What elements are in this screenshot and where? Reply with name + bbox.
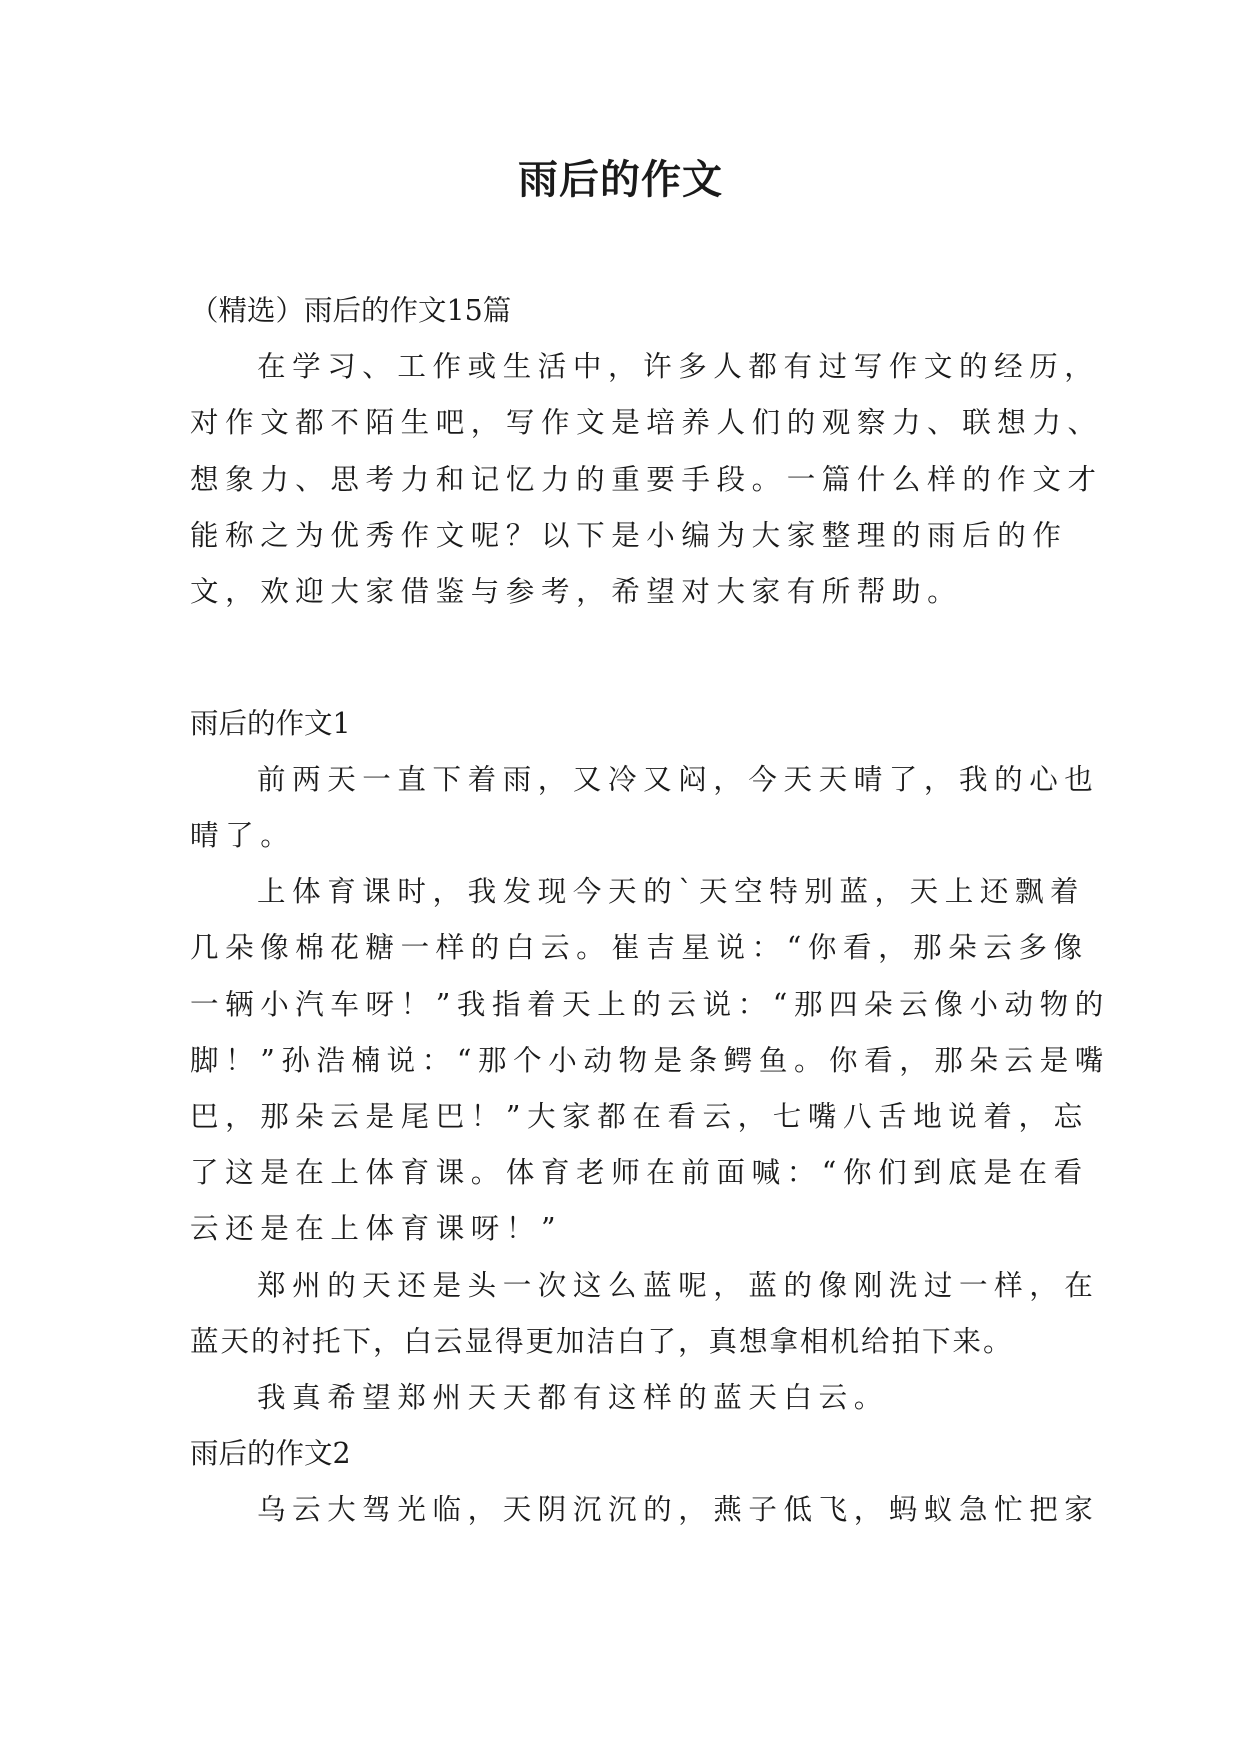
essay-heading: 雨后的作文1 [190, 707, 351, 740]
essay-line: 云还是在上体育课呀！” [190, 1212, 563, 1245]
essay-line: 蓝天的衬托下，白云显得更加洁白了，真想拿相机给拍下来。 [190, 1325, 1014, 1358]
intro-line: 在学习、工作或生活中，许多人都有过写作文的经历， [257, 350, 1100, 383]
essay-line: 郑州的天还是头一次这么蓝呢，蓝的像刚洗过一样，在 [257, 1269, 1100, 1302]
essay-line: 晴了。 [190, 819, 296, 852]
essay-line: 前两天一直下着雨，又冷又闷，今天天晴了，我的心也 [257, 763, 1100, 796]
essay-line: 乌云大驾光临，天阴沉沉的，燕子低飞，蚂蚁急忙把家 [257, 1493, 1100, 1526]
essay-line: 我真希望郑州天天都有这样的蓝天白云。 [257, 1381, 889, 1414]
essay-line: 了这是在上体育课。体育老师在前面喊：“你们到底是在看 [190, 1156, 1089, 1189]
essay-line: 脚！”孙浩楠说：“那个小动物是条鳄鱼。你看，那朵云是嘴 [190, 1044, 1110, 1077]
intro-heading: （精选）雨后的作文15篇 [190, 294, 512, 327]
essay-line: 一辆小汽车呀！”我指着天上的云说：“那四朵云像小动物的 [190, 988, 1110, 1021]
intro-line: 想象力、思考力和记忆力的重要手段。一篇什么样的作文才 [190, 463, 1103, 496]
essay-line: 几朵像棉花糖一样的白云。崔吉星说：“你看，那朵云多像 [190, 931, 1089, 964]
essay-line: 巴，那朵云是尾巴！”大家都在看云，七嘴八舌地说着，忘 [190, 1100, 1089, 1133]
essay-heading: 雨后的作文2 [190, 1437, 351, 1470]
intro-line: 文，欢迎大家借鉴与参考，希望对大家有所帮助。 [190, 575, 963, 608]
essay-line: 上体育课时，我发现今天的`天空特别蓝，天上还飘着 [257, 875, 1086, 908]
document-title: 雨后的作文 [518, 157, 723, 203]
intro-line: 对作文都不陌生吧，写作文是培养人们的观察力、联想力、 [190, 406, 1103, 439]
intro-line: 能称之为优秀作文呢？以下是小编为大家整理的雨后的作 [190, 519, 1068, 552]
